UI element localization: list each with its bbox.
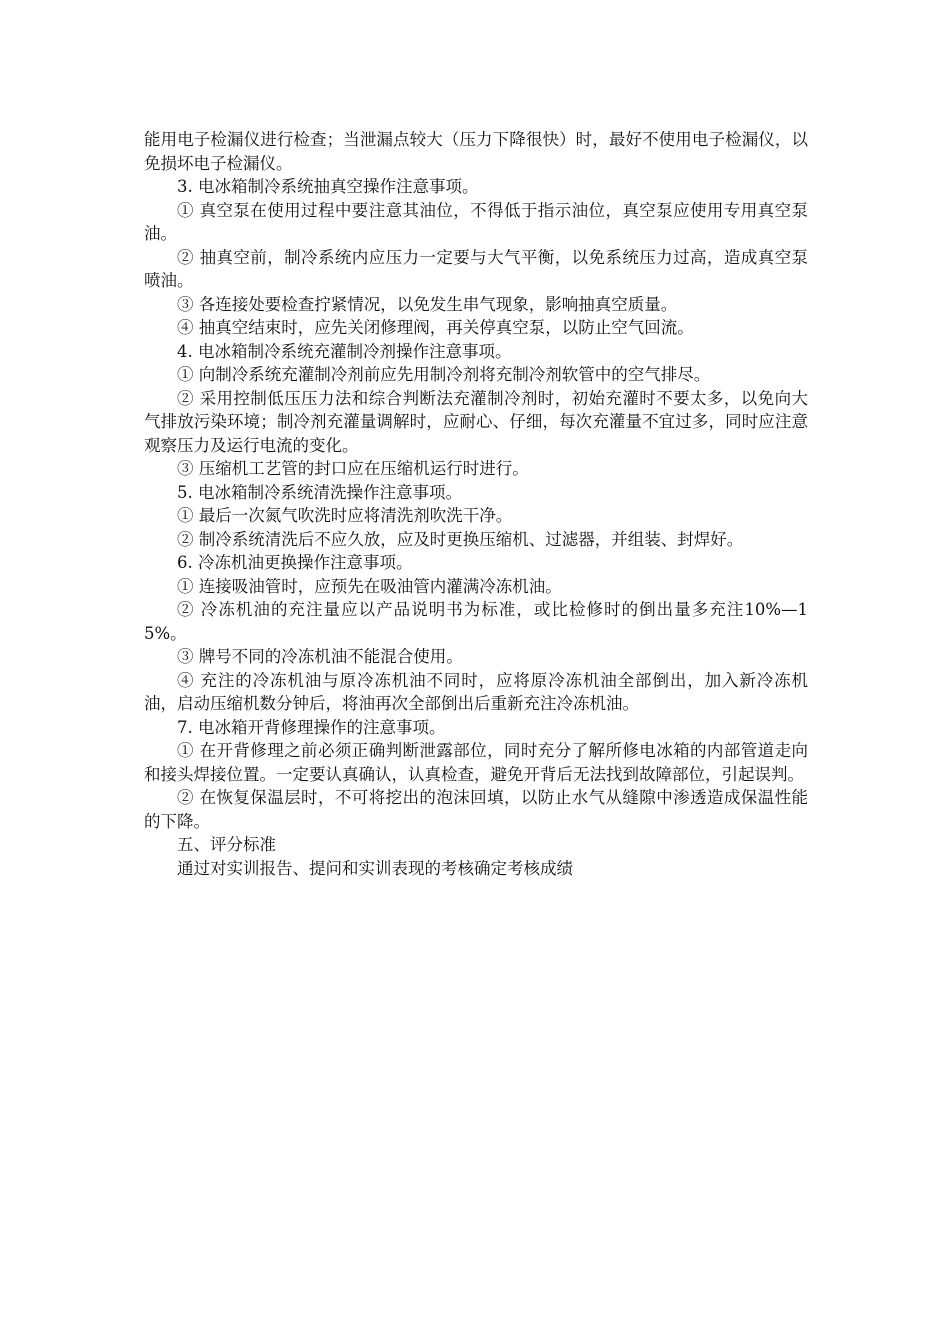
list-item-oil-4: ④ 充注的冷冻机油与原冷冻机油不同时，应将原冷冻机油全部倒出，加入新冷冻机油，启动压缩机数分钟后，将油再次全部倒出后重新充注冷冻机油。	[144, 670, 808, 713]
list-item-back-repair-1: ① 在开背修理之前必须正确判断泄露部位，同时充分了解所修电冰箱的内部管道走向和接头焊接位置。一定要认真确认，认真检查，避免开背后无法找到故障部位，引起误判。	[144, 741, 808, 784]
list-item-vacuum-1: ① 真空泵在使用过程中要注意其油位，不得低于指示油位，真空泵应使用专用真空泵油。	[144, 200, 808, 243]
heading-cleaning-notes: 5. 电冰箱制冷系统清洗操作注意事项。	[177, 482, 462, 502]
list-item-cleaning-2: ② 制冷系统清洗后不应久放，应及时更换压缩机、过滤器，并组装、封焊好。	[177, 529, 744, 549]
list-item-oil-2: ② 冷冻机油的充注量应以产品说明书为标准，或比检修时的倒出量多充注10%—15%。	[144, 600, 808, 643]
list-item-vacuum-4: ④ 抽真空结束时，应先关闭修理阀，再关停真空泵，以防止空气回流。	[177, 318, 694, 337]
document-body	[144, 128, 808, 880]
list-item-vacuum-3: ③ 各连接处要检查拧紧情况，以免发生串气现象，影响抽真空质量。	[177, 294, 678, 314]
heading-back-repair-notes: 7. 电冰箱开背修理操作的注意事项。	[177, 717, 446, 737]
paragraph-grading-description: 通过对实训报告、提问和实训表现的考核确定考核成绩	[177, 858, 573, 878]
list-item-charging-1: ① 向制冷系统充灌制冷剂前应先用制冷剂将充制冷剂软管中的空气排尽。	[177, 365, 711, 384]
list-item-charging-3: ③ 压缩机工艺管的封口应在压缩机运行时进行。	[177, 459, 529, 478]
heading-refrigerant-charging-notes: 4. 电冰箱制冷系统充灌制冷剂操作注意事项。	[177, 341, 512, 361]
heading-grading-criteria: 五、评分标准	[177, 835, 276, 854]
list-item-vacuum-2: ② 抽真空前，制冷系统内应压力一定要与大气平衡，以免系统压力过高，造成真空泵喷油。	[144, 247, 808, 290]
list-item-oil-3: ③ 牌号不同的冷冻机油不能混合使用。	[177, 647, 463, 666]
list-item-cleaning-1: ① 最后一次氮气吹洗时应将清洗剂吹洗干净。	[177, 506, 513, 525]
heading-vacuum-notes: 3. 电冰箱制冷系统抽真空操作注意事项。	[177, 177, 479, 196]
list-item-oil-1: ① 连接吸油管时，应预先在吸油管内灌满冷冻机油。	[177, 576, 562, 596]
paragraph-leak-detection-continued: 能用电子检漏仪进行检查；当泄漏点较大（压力下降很快）时，最好不使用电子检漏仪，以免损坏电子检漏仪。	[144, 130, 808, 173]
list-item-back-repair-2: ② 在恢复保温层时，不可将挖出的泡沫回填，以防止水气从缝隙中渗透造成保温性能的下降。	[144, 788, 808, 831]
list-item-charging-2: ② 采用控制低压压力法和综合判断法充灌制冷剂时，初始充灌时不要太多，以免向大气排放污染环境；制冷剂充灌量调解时，应耐心、仔细，每次充灌量不宜过多，同时应注意观察压力及运行电流的变化。	[144, 388, 808, 455]
heading-oil-replacement-notes: 6. 冷冻机油更换操作注意事项。	[177, 553, 413, 572]
